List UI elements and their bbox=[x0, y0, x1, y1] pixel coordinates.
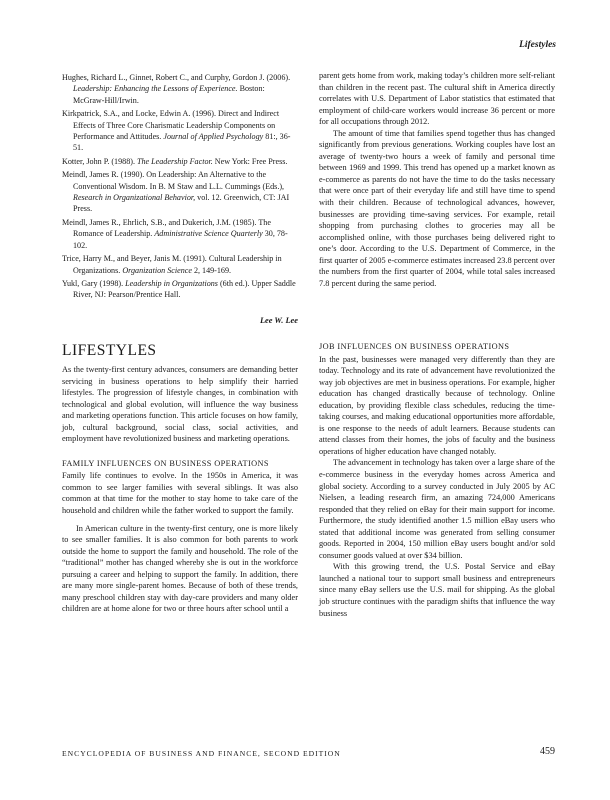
section-job-influences bbox=[319, 341, 555, 619]
reference-list bbox=[62, 72, 298, 326]
reference-entry: Yukl, Gary (1998). Leadership in Organizations (6th ed.). Upper Saddle River, NJ: Pearson/Prentice Hall. bbox=[62, 278, 296, 300]
reference-entry: Meindl, James R. (1990). On Leadership: An Alternative to the Conventional Wisdom. In B. M Staw and L.L. Cummings (Eds.), Research in Organizational Behavior, vol. 12. Greenwich, CT: JAI Press. bbox=[62, 170, 290, 214]
body-paragraph: parent gets home from work, making today’s children more self-reliant than children in the recent past. The cultural shift in America directly correlates with U.S. Department of Labor statistics that estimated that employment of child-care workers would increase 36 percent or more for all occupations through 2012. bbox=[319, 71, 555, 127]
page-number: 459 bbox=[540, 746, 555, 757]
article-lifestyles bbox=[62, 342, 298, 615]
reference-entry: Meindl, James R., Ehrlich, S.B., and Dukerich, J.M. (1985). The Romance of Leadership. Administrative Science Quarterly 30, 78-102. bbox=[62, 217, 288, 250]
body-paragraph: With this growing trend, the U.S. Postal Service and eBay launched a national tour to support small business and entrepreneurs since many eBay sellers use the U.S. mail for shipping. As the global job structure continues with the paradigm shifts that influence the way business bbox=[319, 562, 555, 618]
section-heading-job: JOB INFLUENCES ON BUSINESS OPERATIONS bbox=[319, 342, 510, 351]
body-paragraph: The amount of time that families spend together thus has changed significantly from previous generations. Working couples have lost an average of twenty-two hours a week of family and personal time between 1969 and 1999. This trend has opened up a market known as e-commerce as parents do not have the time to do the tasks necessary that were once part of their everyday life and still have time to spend with their children. Because of technological advances, however, businesses are providing time-saving services. For example, retail shopping from purchasing clothes to groceries may all be accomplished online, with those purchases being delivered right to one’s door. According to the U.S. Department of Commerce, in the first quarter of 2005 e-commerce estimates increased 23.8 percent over the numbers from the first quarter of 2004, while total sales increased 7.8 percent during the same period. bbox=[319, 128, 555, 288]
body-paragraph: Family life continues to evolve. In the 1950s in America, it was common to see larger families with several siblings. It was also common at that time for the mother to stay home to take care of the household and children while the father worked to support the family. bbox=[62, 471, 298, 515]
reference-entry: Kirkpatrick, S.A., and Locke, Edwin A. (1996). Direct and Indirect Effects of Three Core Charismatic Leadership Components on Performance and Attitudes. Journal of Applied Psychology 81:, 36-51. bbox=[62, 109, 291, 153]
reference-entry: Trice, Harry M., and Beyer, Janis M. (1991). Cultural Leadership in Organizations. Organization Science 2, 149-169. bbox=[62, 254, 282, 275]
article-title: LIFESTYLES bbox=[62, 342, 157, 359]
continued-text bbox=[319, 70, 555, 289]
running-head: Lifestyles bbox=[519, 40, 556, 50]
intro-paragraph: As the twenty-first century advances, consumers are demanding better servicing in business operations to help simplify their harried lifestyles. The progression of lifestyle changes, in combination with technological and global evolution, will influence the way business and marketing operations function. This article focuses on how family, job, cultural background, social class, social activities, and employment have revolutionized business and marketing operations. bbox=[62, 365, 298, 444]
reference-entry: Kotter, John P. (1988). The Leadership Factor. New York: Free Press. bbox=[62, 156, 288, 166]
body-paragraph: In American culture in the twenty-first century, one is more likely to see smaller families. It is also common for both parents to work outside the home to support the family and household. The role of the “traditional” mother has changed whereby she is out in the workforce pursuing a career and helping to support the family. In addition, there are many more single-parent homes. Because of both of these trends, many preschool children stay with day-care providers and many older children are at home alone for two or three hours after school until a bbox=[62, 523, 298, 614]
section-heading-family: FAMILY INFLUENCES ON BUSINESS OPERATIONS bbox=[62, 458, 269, 468]
body-paragraph: In the past, businesses were managed very differently than they are today. Technology and its rate of advancement have revolutionized the way job objectives are met in business operations. For example, higher education has changed drastically because of technology. Online education, by providing flexible class schedules, reducing the time-taking courses, and making educational opportunities more affordable, is one response to the needs of adult learners. Because students can attend classes from their homes, the jobs of faculty and the business operations of higher education have changed notably. bbox=[319, 354, 555, 456]
reference-entry: Hughes, Richard L., Ginnet, Robert C., and Curphy, Gordon J. (2006). Leadership: Enhancing the Lessons of Experience. Boston: McGraw-Hill/Irwin. bbox=[62, 73, 291, 105]
body-paragraph: The advancement in technology has taken over a large share of the e-commerce business in the everyday homes across America and global society. According to a survey conducted in July 2005 by AC Nielsen, a leading research firm, an amazing 724,000 Americans responded that they relied on eBay for their main support for income. Furthermore, the study identified another 1.5 million eBay users who stated that additional income was generated from selling consumer goods. Reported in 2004, 150 million eBay users bought and/or sold consumer goods valued at over $34 billion. bbox=[319, 458, 555, 560]
article-author: Lee W. Lee bbox=[259, 315, 298, 325]
footer-book-title: ENCYCLOPEDIA OF BUSINESS AND FINANCE, SECOND EDITION bbox=[62, 749, 341, 758]
